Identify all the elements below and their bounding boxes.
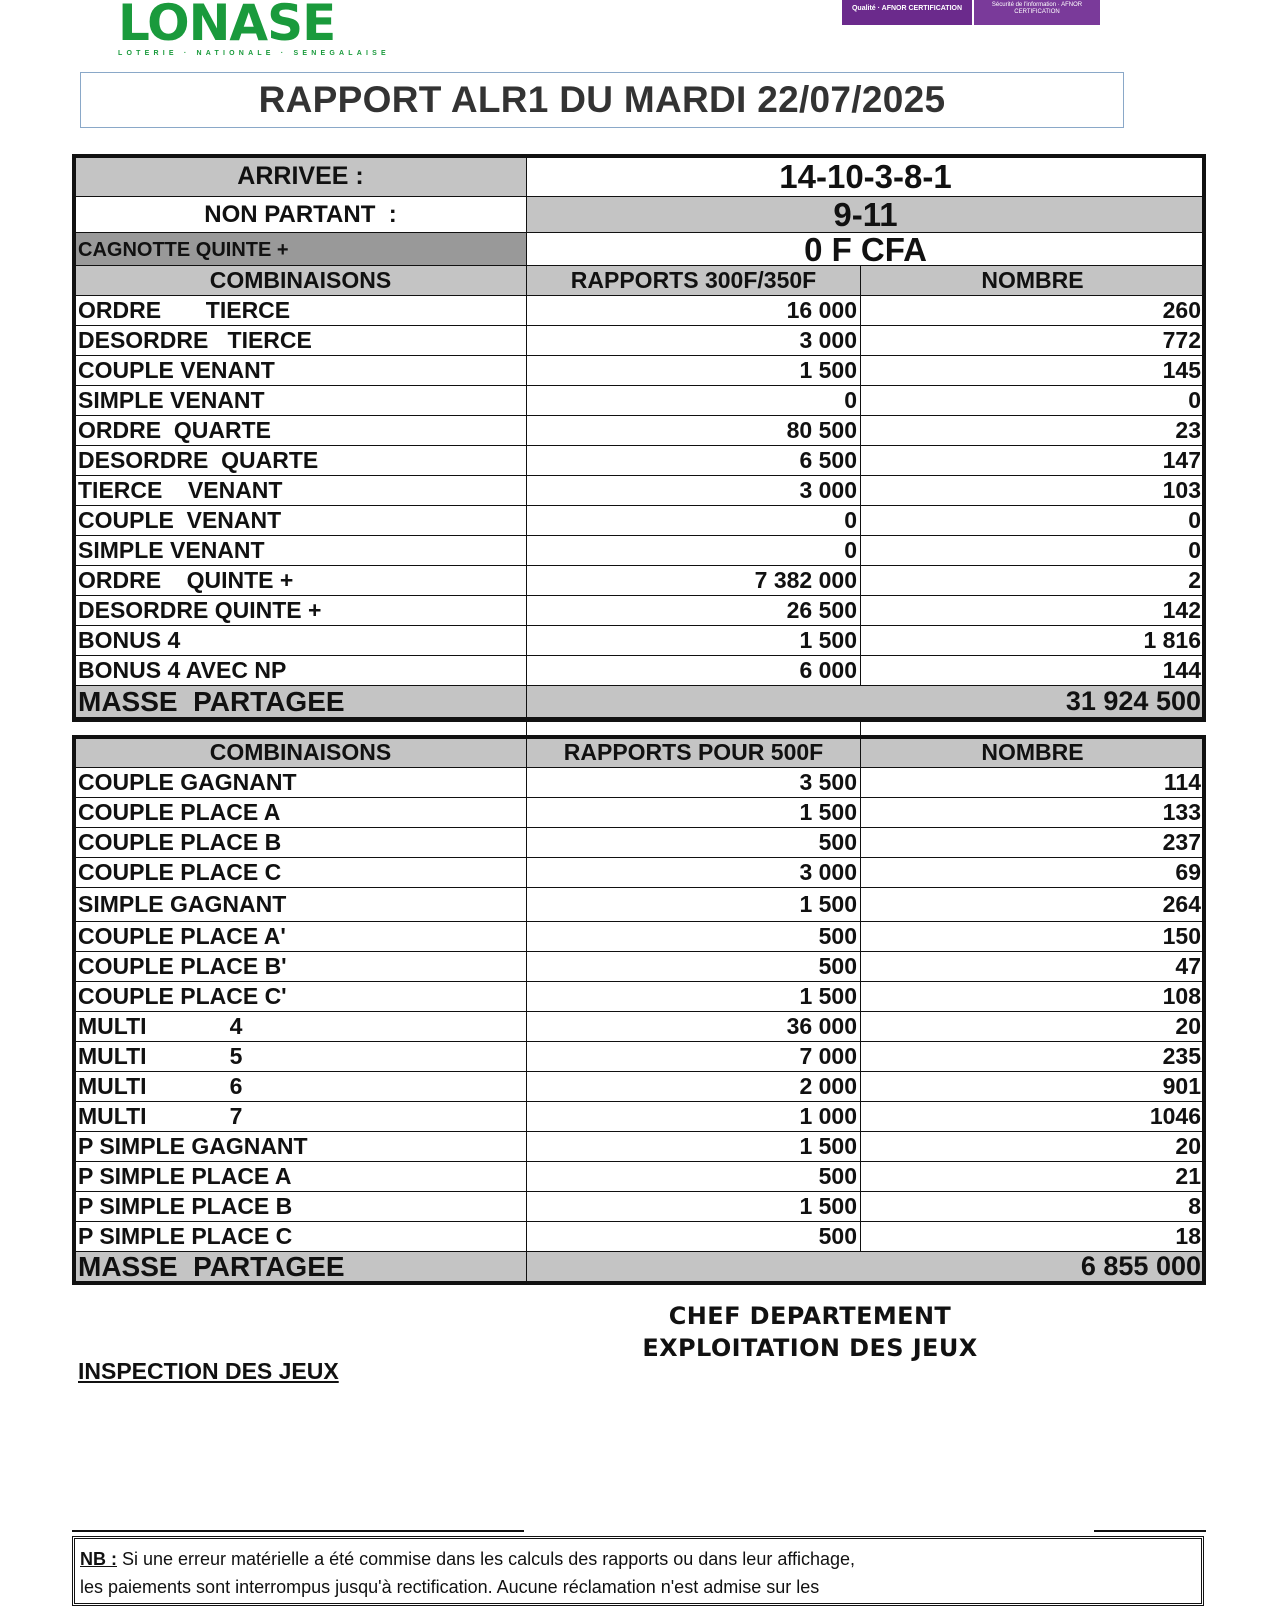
note-box (72, 1536, 1204, 1606)
non-partant-value: 9-11 (527, 197, 1205, 233)
chef-departement-signature (640, 1300, 980, 1364)
row-label: DESORDRE QUARTE (75, 446, 527, 476)
row-rapport: 0 (527, 386, 861, 416)
table-row (75, 476, 1205, 506)
masse-value: 31 924 500 (527, 686, 1205, 718)
table-row (75, 828, 1205, 858)
row-nombre: 1 816 (861, 626, 1205, 656)
lonase-logo (118, 0, 403, 62)
row-rapport: 7 382 000 (527, 566, 861, 596)
table-row (75, 768, 1205, 798)
masse-label: MASSE PARTAGEE (75, 1252, 527, 1282)
table-row (75, 1072, 1205, 1102)
col-header-rapports: RAPPORTS 300F/350F (527, 266, 861, 296)
row-rapport: 16 000 (527, 296, 861, 326)
table-row (75, 566, 1205, 596)
row-nombre: 103 (861, 476, 1205, 506)
table-row (75, 626, 1205, 656)
row-rapport: 500 (527, 828, 861, 858)
row-label: MULTI 7 (75, 1102, 527, 1132)
table-row (75, 798, 1205, 828)
row-nombre: 145 (861, 356, 1205, 386)
row-rapport: 36 000 (527, 1012, 861, 1042)
row-label: DESORDRE TIERCE (75, 326, 527, 356)
table-row (75, 416, 1205, 446)
row-nombre: 133 (861, 798, 1205, 828)
row-rapport: 1 500 (527, 356, 861, 386)
table-row (75, 596, 1205, 626)
masse-label: MASSE PARTAGEE (75, 686, 527, 718)
row-label: COUPLE VENANT (75, 356, 527, 386)
table-row (75, 386, 1205, 416)
row-label: MULTI 6 (75, 1072, 527, 1102)
non-partant-row (75, 197, 1205, 233)
row-nombre: 0 (861, 536, 1205, 566)
table-row (75, 1192, 1205, 1222)
row-nombre: 21 (861, 1162, 1205, 1192)
row-nombre: 260 (861, 296, 1205, 326)
table-row (75, 506, 1205, 536)
col-header-nombre: NOMBRE (861, 266, 1205, 296)
table-row (75, 446, 1205, 476)
arrivee-label: ARRIVEE : (75, 157, 527, 197)
row-label: COUPLE PLACE B' (75, 952, 527, 982)
row-label: SIMPLE GAGNANT (75, 888, 527, 922)
row-label: COUPLE PLACE A (75, 798, 527, 828)
row-rapport: 3 500 (527, 768, 861, 798)
col-header-nombre: NOMBRE (861, 738, 1205, 768)
row-label: ORDRE TIERCE (75, 296, 527, 326)
row-label: ORDRE QUINTE + (75, 566, 527, 596)
row-nombre: 772 (861, 326, 1205, 356)
row-nombre: 264 (861, 888, 1205, 922)
row-label: COUPLE PLACE C (75, 858, 527, 888)
table-row (75, 1012, 1205, 1042)
table-row (75, 326, 1205, 356)
rapports-300-350-table (74, 265, 1205, 718)
row-label: COUPLE PLACE C' (75, 982, 527, 1012)
row-nombre: 69 (861, 858, 1205, 888)
table-row (75, 952, 1205, 982)
table-row (75, 982, 1205, 1012)
row-label: P SIMPLE PLACE B (75, 1192, 527, 1222)
row-nombre: 147 (861, 446, 1205, 476)
row-nombre: 18 (861, 1222, 1205, 1252)
table-row (75, 1132, 1205, 1162)
arrivee-value: 14-10-3-8-1 (527, 157, 1205, 197)
masse-partagee-row (75, 686, 1205, 718)
cagnotte-label: CAGNOTTE QUINTE + (75, 233, 527, 267)
row-rapport: 1 500 (527, 626, 861, 656)
row-nombre: 901 (861, 1072, 1205, 1102)
row-rapport: 6 000 (527, 656, 861, 686)
logo-tagline: LOTERIE · NATIONALE · SENEGALAISE (118, 50, 390, 57)
table-row (75, 1162, 1205, 1192)
note-prefix: NB : (80, 1549, 117, 1569)
row-label: DESORDRE QUINTE + (75, 596, 527, 626)
row-rapport: 1 000 (527, 1102, 861, 1132)
table-row (75, 656, 1205, 686)
row-label: ORDRE QUARTE (75, 416, 527, 446)
row-nombre: 108 (861, 982, 1205, 1012)
certification-badges (842, 0, 1100, 25)
row-rapport: 500 (527, 1222, 861, 1252)
table-row (75, 536, 1205, 566)
note-text-1: Si une erreur matérielle a été commise dans les calculs des rapports ou dans leur affichage, (117, 1549, 856, 1569)
row-label: COUPLE VENANT (75, 506, 527, 536)
row-label: BONUS 4 (75, 626, 527, 656)
row-nombre: 144 (861, 656, 1205, 686)
note-divider-right (1094, 1530, 1206, 1532)
row-label: COUPLE PLACE B (75, 828, 527, 858)
col-header-combinaisons: COMBINAISONS (75, 738, 527, 768)
report-title: RAPPORT ALR1 DU MARDI 22/07/2025 (258, 79, 946, 120)
masse-value: 6 855 000 (527, 1252, 1205, 1282)
row-nombre: 0 (861, 506, 1205, 536)
chef-title-line2: EXPLOITATION DES JEUX (642, 1334, 978, 1362)
row-nombre: 0 (861, 386, 1205, 416)
table-header (75, 738, 1205, 768)
row-nombre: 20 (861, 1132, 1205, 1162)
row-rapport: 500 (527, 922, 861, 952)
table-header (75, 266, 1205, 296)
table-row (75, 888, 1205, 922)
rapports-500-table (74, 737, 1205, 1282)
logo-wordmark: LONASE (118, 0, 336, 52)
row-nombre: 1046 (861, 1102, 1205, 1132)
note-line-1 (80, 1545, 1196, 1573)
row-label: MULTI 4 (75, 1012, 527, 1042)
race-info-table (74, 156, 1205, 267)
chef-title-line1: CHEF DEPARTEMENT (668, 1302, 952, 1330)
row-rapport: 0 (527, 536, 861, 566)
row-label: SIMPLE VENANT (75, 536, 527, 566)
cagnotte-row (75, 233, 1205, 267)
note-divider-left (72, 1530, 524, 1532)
row-label: TIERCE VENANT (75, 476, 527, 506)
table-spacer (74, 719, 1204, 738)
row-label: SIMPLE VENANT (75, 386, 527, 416)
row-rapport: 6 500 (527, 446, 861, 476)
report-title-box (80, 72, 1124, 128)
row-rapport: 26 500 (527, 596, 861, 626)
row-rapport: 500 (527, 952, 861, 982)
row-nombre: 2 (861, 566, 1205, 596)
row-rapport: 3 000 (527, 858, 861, 888)
row-rapport: 80 500 (527, 416, 861, 446)
row-rapport: 0 (527, 506, 861, 536)
row-rapport: 1 500 (527, 1132, 861, 1162)
row-nombre: 23 (861, 416, 1205, 446)
note-text-2: les paiements sont interrompus jusqu'à rectification. Aucune réclamation n'est admise sur les (80, 1577, 820, 1597)
row-nombre: 237 (861, 828, 1205, 858)
row-nombre: 235 (861, 1042, 1205, 1072)
row-nombre: 47 (861, 952, 1205, 982)
cagnotte-value: 0 F CFA (527, 233, 1205, 267)
non-partant-label: NON PARTANT : (75, 197, 527, 233)
row-rapport: 3 000 (527, 476, 861, 506)
row-label: P SIMPLE PLACE A (75, 1162, 527, 1192)
arrivee-row (75, 157, 1205, 197)
row-nombre: 150 (861, 922, 1205, 952)
row-label: COUPLE PLACE A' (75, 922, 527, 952)
col-header-combinaisons: COMBINAISONS (75, 266, 527, 296)
col-header-rapports: RAPPORTS POUR 500F (527, 738, 861, 768)
row-rapport: 1 500 (527, 1192, 861, 1222)
row-label: BONUS 4 AVEC NP (75, 656, 527, 686)
table-row (75, 356, 1205, 386)
masse-partagee-row (75, 1252, 1205, 1282)
row-label: COUPLE GAGNANT (75, 768, 527, 798)
table-row (75, 296, 1205, 326)
row-rapport: 3 000 (527, 326, 861, 356)
row-rapport: 1 500 (527, 888, 861, 922)
row-nombre: 114 (861, 768, 1205, 798)
row-nombre: 20 (861, 1012, 1205, 1042)
row-rapport: 1 500 (527, 982, 861, 1012)
table-row (75, 1042, 1205, 1072)
cert-badge-security: Sécurité de l'information · AFNOR CERTIFICATION (974, 0, 1100, 25)
table-row (75, 1102, 1205, 1132)
row-label: P SIMPLE GAGNANT (75, 1132, 527, 1162)
table-row (75, 1222, 1205, 1252)
row-nombre: 8 (861, 1192, 1205, 1222)
table-row (75, 858, 1205, 888)
row-label: MULTI 5 (75, 1042, 527, 1072)
table-row (75, 922, 1205, 952)
row-rapport: 1 500 (527, 798, 861, 828)
row-rapport: 500 (527, 1162, 861, 1192)
row-rapport: 7 000 (527, 1042, 861, 1072)
inspection-des-jeux-signature: INSPECTION DES JEUX (78, 1358, 339, 1384)
row-nombre: 142 (861, 596, 1205, 626)
row-label: P SIMPLE PLACE C (75, 1222, 527, 1252)
cert-badge-quality: Qualité · AFNOR CERTIFICATION (842, 0, 972, 25)
row-rapport: 2 000 (527, 1072, 861, 1102)
